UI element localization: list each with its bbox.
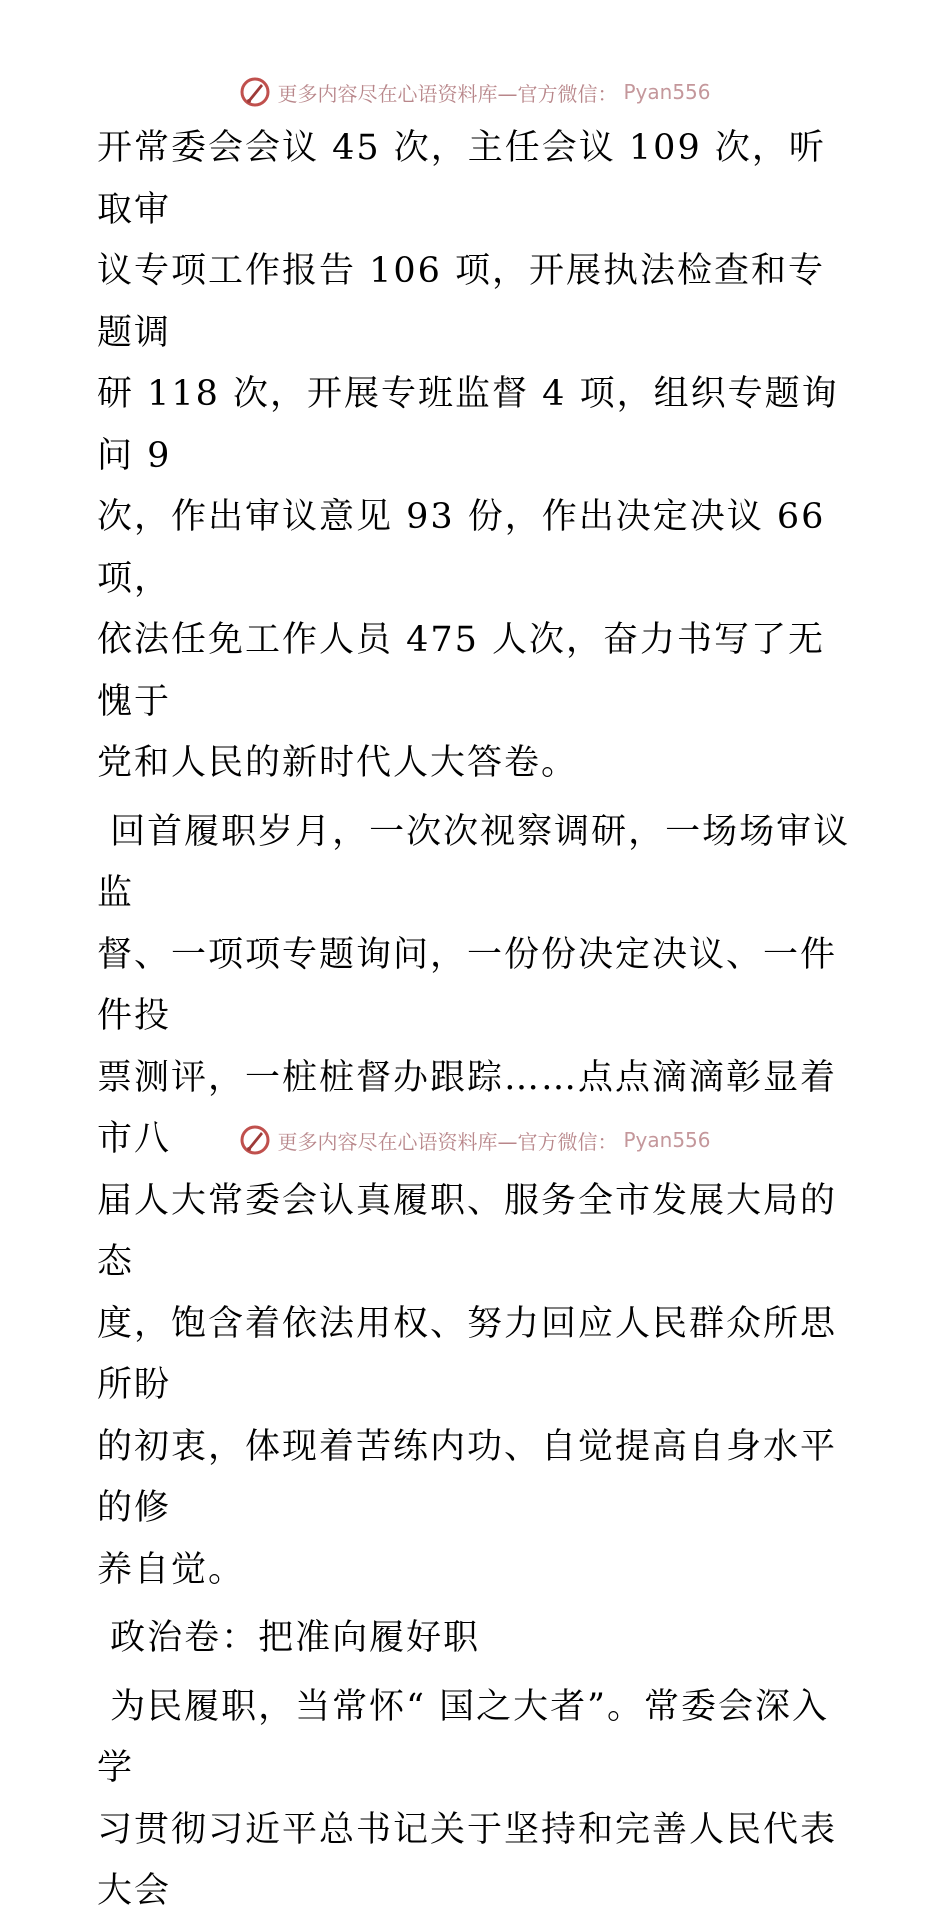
text-line: 次，作出审议意见 93 份，作出决定决议 66 项， xyxy=(97,497,839,599)
paragraph-political xyxy=(97,1677,857,1923)
quill-logo-icon xyxy=(239,1124,271,1156)
section-heading xyxy=(97,1608,857,1670)
header-watermark xyxy=(0,72,950,112)
text-line: 度，饱含着依法用权、努力回应人民群众所思所盼 xyxy=(97,1303,838,1405)
paragraph-review xyxy=(97,802,857,1602)
text-line: 研 118 次，开展专班监督 4 项，组织专题询问 9 xyxy=(97,374,839,476)
text-line: 养自觉。 xyxy=(97,1549,246,1590)
watermark-text: 更多内容尽在心语资料库—官方微信： xyxy=(277,81,618,106)
footer-watermark xyxy=(0,1120,950,1160)
text-line: 习贯彻习近平总书记关于坚持和完善人民代表大会 xyxy=(97,1809,838,1911)
paragraph-statistics xyxy=(97,118,857,795)
text-line: 党和人民的新时代人大答卷。 xyxy=(97,743,579,783)
text-line: 督、一项项专题询问，一份份决定决议、一件件投 xyxy=(97,934,838,1036)
text-line: 回首履职岁月，一次次视察调研，一场场审议监 xyxy=(97,811,851,913)
text-line: 开常委会会议 45 次，主任会议 109 次，听取审 xyxy=(97,128,826,230)
watermark-wechat-id: Pyan556 xyxy=(623,1128,711,1152)
watermark-text: 更多内容尽在心语资料库—官方微信： xyxy=(277,1129,618,1154)
text-line: 票测评，一桩桩督办跟踪……点点滴滴彰显着市八 xyxy=(97,1057,838,1159)
text-line: 为民履职，当常怀“ 国之大者”。常委会深入学 xyxy=(97,1686,830,1788)
watermark-wechat-id: Pyan556 xyxy=(623,80,711,104)
document-body xyxy=(97,118,857,1923)
text-line: 依法任免工作人员 475 人次，奋力书写了无愧于 xyxy=(97,620,826,722)
text-line: 的初衷，体现着苦练内功、自觉提高自身水平的修 xyxy=(97,1426,838,1528)
text-line: 议专项工作报告 106 项，开展执法检查和专题调 xyxy=(97,251,826,353)
text-line: 届人大常委会认真履职、服务全市发展大局的态 xyxy=(97,1180,838,1282)
text-line: 政治卷：把准向履好职 xyxy=(97,1618,481,1658)
quill-logo-icon xyxy=(239,76,271,108)
